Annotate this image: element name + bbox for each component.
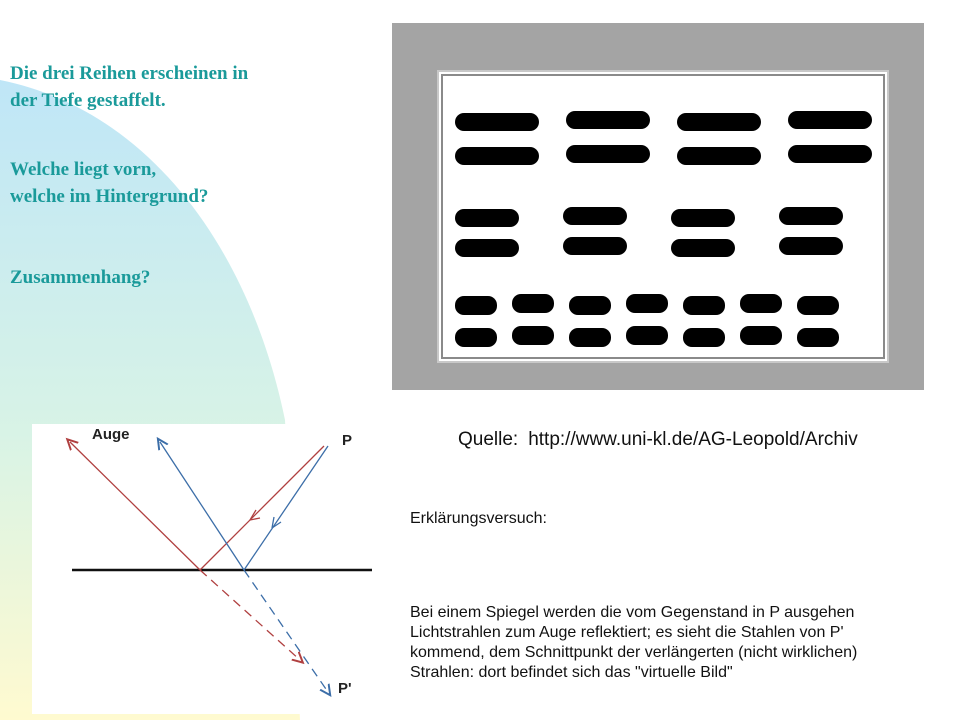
which-text <box>10 156 208 210</box>
mirror-diagram-svg <box>32 424 372 714</box>
illusion-bar <box>563 207 627 225</box>
illusion-bar <box>677 113 761 131</box>
red-ray-virtual <box>200 570 300 660</box>
red-ray-reflected <box>70 442 200 570</box>
illusion-bar <box>566 111 650 129</box>
illusion-bar <box>563 237 627 255</box>
illusion-bar <box>788 145 872 163</box>
illusion-frame <box>439 72 887 361</box>
explanation-body <box>410 603 857 683</box>
illusion-bar <box>797 296 839 315</box>
virtual-point-label: P' <box>338 680 352 697</box>
explanation-panel <box>372 396 960 720</box>
illusion-bar <box>683 328 725 347</box>
depth-illusion-image <box>392 23 924 390</box>
explanation-line: Lichtstrahlen zum Auge reflektiert; es sieht die Stahlen von P' <box>410 624 844 641</box>
object-point-label: P <box>342 432 353 449</box>
blue-ray-virtual <box>244 570 328 692</box>
source-url: http://www.uni-kl.de/AG-Leopold/Archiv <box>528 429 858 450</box>
which-line: welche im Hintergrund? <box>10 186 209 207</box>
question-text <box>10 60 248 114</box>
illusion-bar <box>566 145 650 163</box>
illusion-bar <box>455 113 539 131</box>
illusion-bar <box>455 239 519 257</box>
explanation-line: kommend, dem Schnittpunkt der verlängerten (nicht wirklichen) <box>410 644 858 661</box>
relation-text: Zusammenhang? <box>10 267 151 288</box>
explanation-line: Strahlen: dort befindet sich das "virtuelle Bild" <box>410 664 733 681</box>
explanation-heading: Erklärungsversuch: <box>410 510 547 527</box>
illusion-bar <box>455 209 519 227</box>
red-ray-incoming <box>200 446 324 570</box>
illusion-bar <box>671 209 735 227</box>
illusion-bar <box>512 294 554 313</box>
illusion-bar <box>797 328 839 347</box>
illusion-bar <box>626 294 668 313</box>
source-line <box>458 429 858 451</box>
illusion-bar <box>779 207 843 225</box>
illusion-bar <box>512 326 554 345</box>
eye-label: Auge <box>92 426 130 443</box>
illusion-bar <box>569 296 611 315</box>
question-line: der Tiefe gestaffelt. <box>10 90 166 111</box>
illusion-bar <box>455 328 497 347</box>
illusion-bar <box>626 326 668 345</box>
blue-ray-reflected <box>160 442 244 570</box>
illusion-bar <box>740 326 782 345</box>
illusion-bar <box>569 328 611 347</box>
mirror-reflection-diagram <box>32 424 372 714</box>
illusion-bar <box>779 237 843 255</box>
source-label: Quelle: <box>458 429 519 450</box>
illusion-bar <box>677 147 761 165</box>
which-line: Welche liegt vorn, <box>10 159 157 180</box>
illusion-bar <box>671 239 735 257</box>
question-line: Die drei Reihen erscheinen in <box>10 63 249 84</box>
blue-ray-incoming <box>244 446 328 570</box>
illusion-bar <box>455 296 497 315</box>
illusion-bar <box>683 296 725 315</box>
illusion-bar <box>455 147 539 165</box>
illusion-bar <box>788 111 872 129</box>
illusion-bar <box>740 294 782 313</box>
explanation-line: Bei einem Spiegel werden die vom Gegenstand in P ausgehen <box>410 604 855 621</box>
